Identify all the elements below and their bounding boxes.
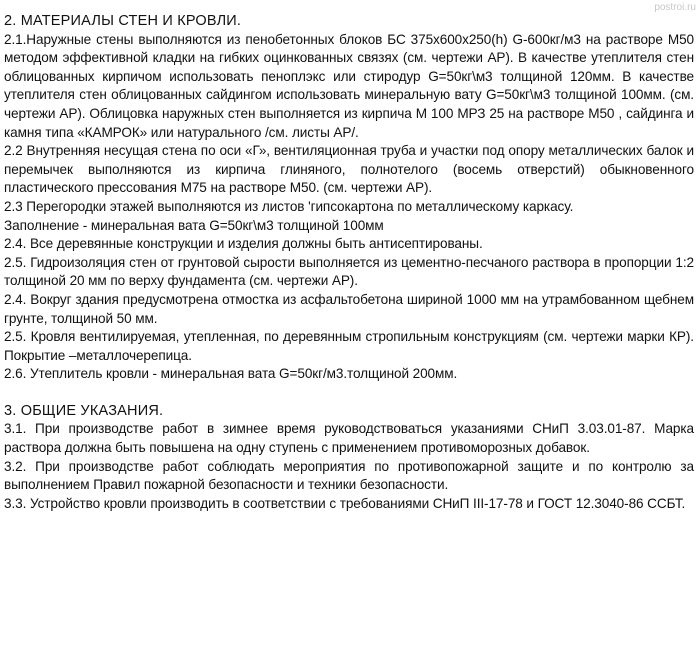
paragraph-3-1: 3.1. При производстве работ в зимнее время руководствоваться указаниями СНиП 3.03.01-87. Марка раствора должна быть повышена на одну ступень с применением противоморозных добавок. [4, 421, 694, 456]
paragraph-2-5-waterproofing: 2.5. Гидроизоляция стен от грунтовой сырости выполняется из цементно-песчаного раствора в пропорции 1:2 толщиной 20 мм по верху фундамента (см. чертежи АР). [4, 254, 694, 289]
paragraph-2-1: 2.1.Наружные стены выполняются из пенобетонных блоков БС 375х600х250(h) G-600кг/м3 на растворе М50 методом эффективной кладки на гибких оцинкованных связях (см. чертежи АР). В качестве утеплителя стен облицованных кирпичом использовать пеноплэкс или стиродур G=50кг\м3 толщиной 120мм. В качестве утеплителя стен облицованных сайдингом использовать минеральную вату G=50кг\м3 толщиной 100мм. (см. чертежи АР). Облицовка наружных стен выполняется из кирпича М 100 МРЗ 25 на растворе М50 , сайдинга и камня типа «КАМРОК» или натурального /см. листы АР/. [4, 31, 694, 140]
section-heading: 3. ОБЩИЕ УКАЗАНИЯ. [4, 402, 164, 419]
section-spacer [4, 384, 694, 402]
paragraph-2-6-insulation: 2.6. Утеплитель кровли - минеральная вата G=50кг/м3.толщиной 200мм. [4, 366, 458, 382]
site-watermark: postroi.ru [654, 2, 696, 13]
section-general-notes [4, 402, 694, 514]
paragraph-3-3: 3.3. Устройство кровли производить в соответствии с требованиями СНиП III-17-78 и ГОСТ 12.3040-86 ССБТ. [4, 495, 686, 511]
section-heading: 2. МАТЕРИАЛЫ СТЕН И КРОВЛИ. [4, 13, 242, 29]
paragraph-2-4-antiseptic: 2.4. Все деревянные конструкции и изделия должны быть антисептированы. [4, 236, 483, 252]
paragraph-2-3: 2.3 Перегородки этажей выполняются из листов 'гипсокартона по металлическому каркасу. [4, 198, 574, 214]
document-body [4, 12, 694, 513]
paragraph-2-4-blind-area: 2.4. Вокруг здания предусмотрена отмостка из асфальтобетона шириной 1000 мм на утрамбованном щебнем грунте, толщиной 50 мм. [4, 291, 694, 326]
paragraph-2-2: 2.2 Внутренняя несущая стена по оси «Г», вентиляционная труба и участки под опору металлических балок и перемычек выполняются из кирпича глиняного, полнотелого (восемь отверстий) обыкновенного пластического прессования М75 на растворе М50. (см. чертежи АР). [4, 143, 694, 196]
section-walls-roof [4, 12, 694, 384]
paragraph-filling: Заполнение - минеральная вата G=50кг\м3 толщиной 100мм [4, 217, 384, 233]
paragraph-2-5-roof: 2.5. Кровля вентилируемая, утепленная, по деревянным стропильным конструкциям (см. чертежи марки КР). Покрытие –металлочерепица. [4, 329, 694, 363]
paragraph-3-2: 3.2. При производстве работ соблюдать мероприятия по противопожарной защите и по контролю за выполнением Правил пожарной безопасности и техники безопасности. [4, 458, 694, 493]
